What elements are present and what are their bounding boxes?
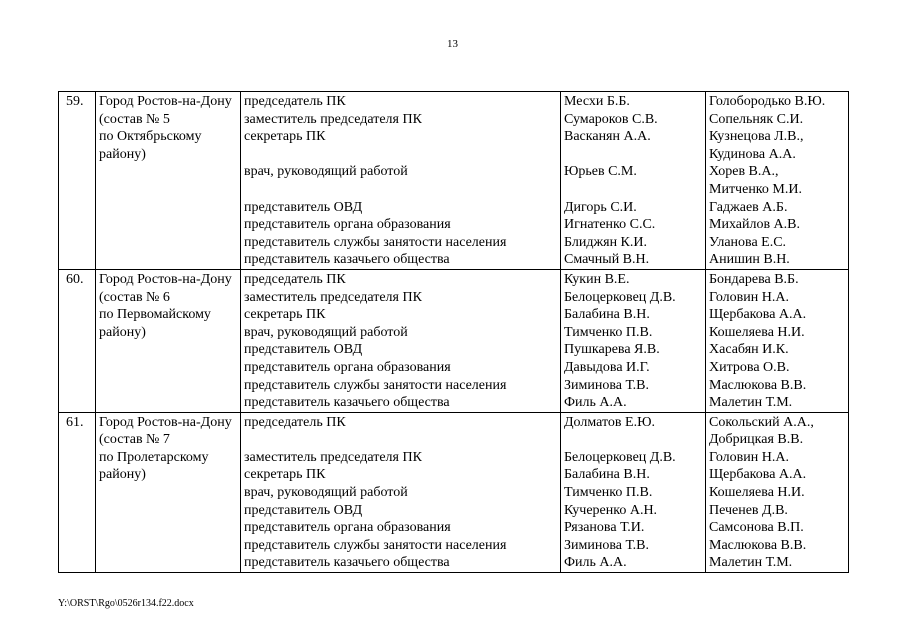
reserve-name: Самсонова В.П.	[709, 520, 804, 536]
place-cell	[96, 92, 241, 270]
place-line: району)	[99, 146, 146, 162]
role-line: представитель ОВД	[244, 502, 363, 518]
reserve-name: Кудинова А.А.	[709, 146, 796, 162]
reserve-name: Щербакова А.А.	[709, 307, 807, 323]
role-line: представитель ОВД	[244, 199, 363, 215]
member-cell	[561, 269, 706, 412]
role-line: секретарь ПК	[244, 467, 326, 483]
place-line: Город Ростов-на-Дону	[99, 271, 232, 287]
reserve-name: Головин Н.А.	[709, 449, 789, 465]
role-line: заместитель председателя ПК	[244, 449, 422, 465]
role-line: врач, руководящий работой	[244, 164, 408, 180]
role-line: заместитель председателя ПК	[244, 111, 422, 127]
reserve-name: Добрицкая В.В.	[709, 432, 804, 448]
member-name: Васканян А.А.	[564, 129, 651, 145]
member-name: Блиджян К.И.	[564, 234, 648, 250]
member-name: Зиминова Т.В.	[564, 377, 649, 393]
member-name	[564, 431, 703, 449]
table-row	[59, 92, 849, 270]
place-line: (состав № 6	[99, 289, 170, 305]
reserve-name: Михайлов А.В.	[709, 217, 801, 233]
role-line: представитель органа образования	[244, 520, 451, 536]
footer-file-path: Y:\ORST\Rgo\0526r134.f22.docx	[58, 598, 194, 609]
reserve-name: Малетин Т.М.	[709, 395, 793, 411]
reserve-name: Бондарева В.Б.	[709, 271, 799, 287]
member-name: Тимченко П.В.	[564, 485, 653, 501]
reserve-cell	[706, 92, 849, 270]
reserve-name: Кузнецова Л.В.,	[709, 129, 804, 145]
role-line: представитель ОВД	[244, 342, 363, 358]
member-name	[564, 181, 703, 199]
member-name: Дигорь С.И.	[564, 199, 637, 215]
role-line: секретарь ПК	[244, 307, 326, 323]
reserve-name: Кошеляева Н.И.	[709, 485, 805, 501]
table-row	[59, 269, 849, 412]
place-line: по Первомайскому	[99, 307, 211, 323]
place-line: Город Ростов-на-Дону	[99, 94, 232, 109]
member-name: Игнатенко С.С.	[564, 217, 656, 233]
member-name: Сумароков С.В.	[564, 111, 658, 127]
role-cell	[241, 92, 561, 270]
member-cell	[561, 412, 706, 572]
place-line: (состав № 5	[99, 111, 170, 127]
reserve-cell	[706, 269, 849, 412]
role-line: представитель казачьего общества	[244, 395, 450, 411]
page-number: 13	[447, 38, 458, 50]
reserve-name: Щербакова А.А.	[709, 467, 807, 483]
role-line	[244, 181, 558, 199]
role-line: врач, руководящий работой	[244, 485, 408, 501]
role-line: представитель казачьего общества	[244, 555, 450, 571]
reserve-name: Сокольский А.А.,	[709, 414, 814, 430]
member-name: Долматов Е.Ю.	[564, 414, 655, 430]
reserve-name: Хитрова О.В.	[709, 359, 790, 375]
member-cell	[561, 92, 706, 270]
place-line: по Октябрьскому	[99, 129, 202, 145]
member-name: Давыдова И.Г.	[564, 359, 650, 375]
reserve-name: Митченко М.И.	[709, 181, 802, 197]
reserve-name: Головин Н.А.	[709, 289, 789, 305]
role-line	[244, 146, 558, 164]
member-name: Смачный В.Н.	[564, 252, 650, 268]
role-line: представитель органа образования	[244, 359, 451, 375]
role-line: заместитель председателя ПК	[244, 289, 422, 305]
reserve-name: Сопельняк С.И.	[709, 111, 804, 127]
reserve-name: Уланова Е.С.	[709, 234, 787, 250]
role-line: представитель службы занятости населения	[244, 377, 507, 393]
role-cell	[241, 412, 561, 572]
reserve-name: Анишин В.Н.	[709, 252, 790, 268]
member-name: Белоцерковец Д.В.	[564, 289, 676, 305]
member-name: Кучеренко А.Н.	[564, 502, 658, 518]
member-name: Кукин В.Е.	[564, 271, 630, 287]
row-number: 59.	[59, 92, 96, 270]
role-line: председатель ПК	[244, 271, 346, 287]
place-line: району)	[99, 467, 146, 483]
member-name: Пушкарева Я.В.	[564, 342, 660, 358]
role-line	[244, 431, 558, 449]
role-line: представитель органа образования	[244, 217, 451, 233]
reserve-name: Малетин Т.М.	[709, 555, 793, 571]
place-cell	[96, 269, 241, 412]
reserve-name: Гаджаев А.Б.	[709, 199, 788, 215]
reserve-cell	[706, 412, 849, 572]
role-line: врач, руководящий работой	[244, 324, 408, 340]
reserve-name: Хасабян И.К.	[709, 342, 789, 358]
place-line: (состав № 7	[99, 432, 170, 448]
reserve-name: Кошеляева Н.И.	[709, 324, 805, 340]
member-name: Филь А.А.	[564, 555, 627, 571]
member-name	[564, 146, 703, 164]
reserve-name: Голобородько В.Ю.	[709, 94, 826, 109]
member-name: Тимченко П.В.	[564, 324, 653, 340]
row-number: 61.	[59, 412, 96, 572]
member-name: Зиминова Т.В.	[564, 537, 649, 553]
reserve-name: Хорев В.А.,	[709, 164, 779, 180]
role-line: председатель ПК	[244, 94, 346, 109]
member-name: Юрьев С.М.	[564, 164, 637, 180]
member-name: Месхи Б.Б.	[564, 94, 630, 109]
role-line: представитель казачьего общества	[244, 252, 450, 268]
commission-table	[58, 91, 849, 573]
role-line: председатель ПК	[244, 414, 346, 430]
place-line: району)	[99, 324, 146, 340]
member-name: Рязанова Т.И.	[564, 520, 645, 536]
place-line: по Пролетарскому	[99, 449, 209, 465]
reserve-name: Маслюкова В.В.	[709, 537, 807, 553]
role-line: представитель службы занятости населения	[244, 537, 507, 553]
reserve-name: Маслюкова В.В.	[709, 377, 807, 393]
role-line: секретарь ПК	[244, 129, 326, 145]
table-row	[59, 412, 849, 572]
member-name: Белоцерковец Д.В.	[564, 449, 676, 465]
place-cell	[96, 412, 241, 572]
reserve-name: Печенев Д.В.	[709, 502, 788, 518]
role-line: представитель службы занятости населения	[244, 234, 507, 250]
member-name: Балабина В.Н.	[564, 307, 650, 323]
place-line: Город Ростов-на-Дону	[99, 414, 232, 430]
row-number: 60.	[59, 269, 96, 412]
member-name: Филь А.А.	[564, 395, 627, 411]
member-name: Балабина В.Н.	[564, 467, 650, 483]
role-cell	[241, 269, 561, 412]
